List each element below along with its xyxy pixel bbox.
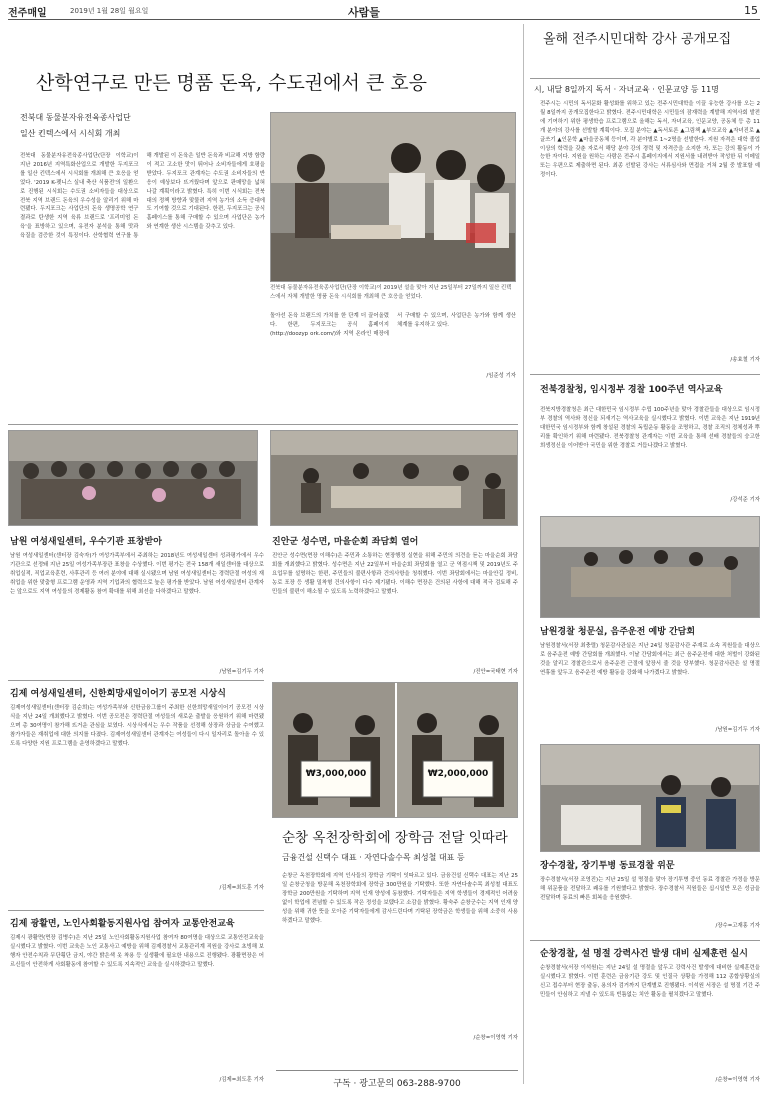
page-header	[8, 4, 760, 20]
article-1-caption-text: 전북대 동물분자유전육종사업단(단장 이학교)이 2019년 설을 맞아 지난 25일부터 27일까지 일산 킨텍스에서 자체 개발한 명품 돈육 시식회를 개최해 큰 호응을 얻었다.	[270, 285, 512, 300]
article-9-body	[540, 876, 760, 922]
article-2-sub: 시, 내달 8일까지 독서 · 자녀교육 · 인문교양 등 11명	[534, 85, 719, 94]
article-1-text: 전북대 동물분자유전육종사업단(단장 이학교)이 지난 2016년 지역특화산업으로 개발한 두지포크를 일산 킨텍스에서 시식회를 개최해 큰 호응을 얻었다. '2019 K-펫니스 실내 축산 식품전'의 일환으로 진행된 시식회는 수도권 소비자들을 대상으로 전북 지역 브랜드 돈육의 우수성을 알리기 위해 마련됐다. 두지포크는 사업단의 돈육 생명공학 연구결과로 탄생한 지역 육류 브랜드로 '프리미엄 돈육'을 표방하고 있으며, 유전자 분석을 통해 맛과 육질을 검증한 것이 특징이다. 산학협력 연구를 통해 개발된 이 돈육은 일반 돈육과 비교해 지방 함량이 적고 고소한 맛이 뛰어나 소비자들에게 호평을 받았다. 두지포크 관계자는 수도권 소비자들의 반응이 예상보다 뜨거웠다며 앞으로 판매망을 넓혀 나갈 계획이라고 밝혔다. 특히 이번 시식회는 전북대의 정책 방향과 맞물려 지역 농가의 소득 증대에도 기여할 것으로 기대된다. 한편, 두지포크는 공식 홈페이스를 통해 구매할 수 있으며 사업단은 농가와 연계한 생산 시스템을 갖추고 있다.	[20, 153, 265, 240]
article-11-body	[540, 964, 760, 1072]
article-4-byline: /남원=김기두 기자	[219, 669, 264, 675]
article-10-body	[10, 934, 264, 1074]
meeting-photo-icon	[271, 431, 518, 526]
article-1-sub2: 일산 킨텍스에서 시식회 개최	[20, 129, 121, 138]
article-9-photo	[540, 744, 760, 852]
article-3-byline: /강석준 기자	[730, 497, 760, 503]
article-2-byline: /송효철 기자	[730, 357, 760, 363]
article-4-photo	[8, 430, 258, 526]
police-visit-photo-icon	[541, 745, 760, 852]
subscription-ad: 구독 · 광고문의 063-288-9700	[276, 1070, 518, 1090]
article-4-body	[10, 552, 264, 668]
check-amount-2: ₩2,000,000	[427, 769, 489, 779]
donation-photo-icon	[273, 683, 518, 818]
article-8-text: 순창군 옥천장학회에 지역 인사들의 장학금 기탁이 잇따르고 있다. 금융건설 신택수 대표는 지난 25일 순창군청을 방문해 옥천장학회에 장학금 300만원을 기탁했다. 또한 자연다솔수목 최성철 대표도 장학금 200만원을 기탁하며 지역 인재 양성에 동참했다. 기탁자들은 지역 학생들이 경제적인 어려움 없이 학업에 전념할 수 있도록 작은 정성을 보탰다고 소감을 밝혔다. 황숙주 순창군수는 지역 인재 양성을 위해 귀한 뜻을 모아준 기탁자들에게 감사드린다며 기탁된 장학금은 학생들을 위해 소중히 사용하겠다고 말했다.	[282, 873, 518, 924]
article-2-body	[540, 100, 760, 354]
article-1-photo	[270, 112, 516, 282]
article-6-body	[540, 642, 760, 724]
article-11-text: 순창경찰서(서장 이석원)는 지난 24일 설 명절을 앞두고 강력사건 발생에 대비한 실제훈련을 실시했다고 밝혔다. 이번 훈련은 금융기관 강도 및 인질극 상황을 가정해 112 종합상황실의 신고 접수부터 현장 출동, 용의자 검거까지 단계별로 진행됐다. 이석원 서장은 설 명절 기간 주민들이 안심하고 지낼 수 있도록 빈틈없는 치안 활동을 펼치겠다고 말했다.	[540, 965, 760, 998]
mid-rule	[8, 424, 518, 425]
article-8-headline: 순창 옥천장학회에 장학금 전달 잇따라	[282, 830, 508, 846]
article-2-rule	[530, 78, 760, 79]
article-1-subheads	[20, 112, 200, 148]
article-8-photo	[272, 682, 518, 818]
article-5-byline: /진안=국태현 기자	[473, 669, 518, 675]
people-photo-icon	[271, 113, 516, 282]
article-1-byline: /임준성 기자	[486, 373, 516, 379]
article-1-headline: 산학연구로 만든 명품 돈육, 수도권에서 큰 호응	[36, 72, 428, 94]
article-11-rule	[530, 940, 760, 941]
article-7-body	[10, 704, 264, 882]
article-6-title: 남원경찰 청문실, 음주운전 예방 간담회	[540, 627, 696, 637]
article-5-body	[272, 552, 518, 668]
article-8-byline: /순창=이영혁 기자	[473, 1035, 518, 1041]
article-5-text: 진안군 성수면(면장 이해수)은 주민과 소통하는 현장행정 실현을 위해 주민의 의견을 듣는 마을순회 좌담회를 개최했다고 밝혔다. 성수면은 지난 22일부터 마을순회 좌담회를 열고 군 역점시책 및 2019년도 주요업무를 설명하는 한편, 주민들의 불편사항과 건의사항을 청취했다. 이번 좌담회에서는 마을안길 정비, 농로 포장 등 생활 밀착형 건의사항이 다수 제기됐다. 이해수 면장은 건의된 사항에 대해 적극 검토해 주민들의 불편이 해소될 수 있도록 노력하겠다고 말했다.	[272, 553, 518, 595]
article-4-text: 남원 여성새일센터(센터장 김숙자)가 여성가족부에서 주최하는 2018년도 여성새일센터 성과평가에서 우수기관으로 선정돼 지난 25일 여성가족부장관 표창을 수상했다. 이번 평가는 전국 158개 새일센터를 대상으로 취업실적, 직업교육훈련, 사후관리 등 여러 분야에 대해 실시됐으며 남원 여성새일센터는 경력단절 여성의 재취업을 위한 맞춤형 프로그램 운영과 지역 기업과의 협력으로 높은 평가를 받았다. 남원 여성새일센터 관계자는 앞으로도 지역 여성들의 경제활동 참여 확대를 위해 최선을 다하겠다고 말했다.	[10, 553, 264, 595]
article-7-rule	[8, 680, 264, 681]
article-2-headline: 올해 전주시민대학 강사 공개모집	[543, 32, 732, 47]
article-6-photo	[540, 516, 760, 618]
article-5-photo	[270, 430, 518, 526]
article-11-title: 순창경찰, 설 명절 강력사건 발생 대비 실제훈련 실시	[540, 949, 748, 959]
article-9-byline: /장수=고재홍 기자	[715, 923, 760, 929]
issue-date: 2019년 1월 28일 월요일	[70, 7, 149, 15]
group-photo-icon	[9, 431, 258, 526]
article-10-rule	[8, 910, 264, 911]
article-6-text: 남원경찰서(서장 최충렬) 청문감사관실은 지난 24일 청문감사관 주재로 소속 직원들을 대상으로 음주운전 예방 간담회를 개최했다. 이날 간담회에서는 최근 음주운전에 대한 처벌이 강화된 것을 알리고 경찰관으로서 음주운전 근절에 앞장서 줄 것을 당부했다. 청문감사관은 설 명절 연휴를 앞두고 음주운전 예방 활동을 강화해 나가겠다고 밝혔다.	[540, 643, 760, 676]
article-8-sub: 금융건설 신택수 대표 · 자연다솔수목 최성철 대표 등	[282, 853, 465, 862]
article-3-rule	[530, 374, 760, 375]
article-3-body	[540, 406, 760, 494]
newspaper-brand: 전주매일	[8, 8, 47, 19]
article-1-text2: 돌아선 돈육 브랜드의 가치를 한 단계 더 끌어올렸다. 한편, 두지포크는 공식 홈페이지(http://doozyp ork.com/)와 지역 온라인 매장에서 구매할 수 있으며, 사업단은 농가와 함께 생산 체계를 유지하고 있다.	[270, 313, 516, 337]
article-1-body2	[270, 312, 516, 364]
page-number: 15	[744, 4, 758, 17]
meeting-room-photo-icon	[541, 517, 760, 618]
article-7-text: 김제여성새일센터(센터장 김순희)는 여성가족부와 신한금융그룹이 주최한 신한희망새일이어기 공모전 시상식을 지난 24일 개최했다고 밝혔다. 이번 공모전은 경력단절 여성들의 새로운 출발을 응원하기 위해 마련됐으며 총 30여명이 참가해 뜨거운 관심을 보였다. 시상식에서는 우수 작품을 선정해 상장과 상금을 수여했고 참가자들은 재취업에 대한 의지를 다졌다. 김제여성새일센터 관계자는 여성들이 다시 일자리로 돌아올 수 있도록 다양한 지원 프로그램을 운영하겠다고 말했다.	[10, 705, 264, 747]
article-11-byline: /순창=이영혁 기자	[715, 1077, 760, 1083]
column-divider	[523, 24, 524, 1084]
article-3-title: 전북경찰청, 임시정부 경찰 100주년 역사교육	[540, 385, 723, 395]
article-1-caption	[270, 284, 516, 308]
article-2-text: 전주시는 시민의 독서문화 활성화를 위하고 있는 전주시민대학을 이끌 유능한 강사를 오는 2월 8일까지 공개모집한다고 밝혔다. 전주시민대학은 시민들의 잠재력을 계발해 지역사회 발전에 기여하기 위한 평생학습 프로그램으로 올해는 독서, 자녀교육, 인문교양, 공동체 등 총 11개 분야의 강사를 선발할 계획이다. 모집 분야는 ▲독서토론 ▲그림책 ▲부모교육 ▲자녀진로 ▲글쓰기 ▲인문학 ▲마을공동체 등이며, 각 분야별로 1~2명을 선발한다. 지원 자격은 대학 졸업 이상의 학력을 갖춘 자로서 해당 분야 강의 경력 및 자격증을 소지한 자, 또는 강의 활동이 가능한 자이다. 지원을 원하는 사람은 전주시 홈페이지에서 지원서를 내려받아 작성한 뒤 이메일 또는 우편으로 제출하면 된다. 최종 선발된 강사는 서류심사와 면접을 거쳐 2월 중 발표할 예정이다.	[540, 101, 760, 179]
article-9-text: 장수경찰서(서장 조영진)는 지난 25일 설 명절을 맞아 장기투병 중인 동료 경찰관 가정을 방문해 위문품을 전달하고 쾌유를 기원했다고 밝혔다. 장수경찰서 직원들은 십시일반 모은 성금을 전달하며 동료의 빠른 회복을 응원했다.	[540, 877, 760, 901]
section-title: 사람들	[348, 6, 380, 19]
article-8-body	[282, 872, 518, 1032]
check-amount-1: ₩3,000,000	[305, 769, 367, 779]
article-7-byline: /김제=최도훈 기자	[219, 885, 264, 891]
article-10-text: 김제시 광활면(면장 김병수)은 지난 25일 노인사회활동지원사업 참여자 80여명을 대상으로 교통안전교육을 실시했다고 밝혔다. 이번 교육은 노인 교통사고 예방을 위해 김제경찰서 교통관리계 직원을 강사로 초빙해 보행자 안전수칙과 무단횡단 금지, 야간 밝은색 옷 착용 등 실생활에 필요한 내용으로 진행됐다. 광활면장은 어르신들이 안전하게 사회활동에 참여할 수 있도록 지속적인 교육을 실시하겠다고 말했다.	[10, 935, 264, 968]
article-6-byline: /남원=김기두 기자	[715, 727, 760, 733]
article-5-title: 진안군 성수면, 마을순회 좌담회 열어	[272, 537, 419, 547]
article-7-title: 김제 여성새일센터, 신한희망새일이어기 공모전 시상식	[10, 689, 226, 699]
article-10-title: 김제 광활면, 노인사회활동지원사업 참여자 교통안전교육	[10, 919, 235, 929]
article-10-byline: /김제=최도훈 기자	[219, 1077, 264, 1083]
article-9-title: 장수경찰, 장기투병 동료경찰 위문	[540, 861, 675, 871]
article-3-text: 전북지방경찰청은 최근 대한민국 임시정부 수립 100주년을 맞아 경찰관들을 대상으로 임시정부 경찰의 역사와 정신을 되새기는 역사교육을 실시했다고 밝혔다. 이번 교육은 지난 1919년 대한민국 임시정부와 함께 창설된 경찰의 독립운동 활동을 조명하고, 경찰 조직의 정체성과 뿌리를 확인하기 위해 마련됐다. 전북경찰청 관계자는 이번 교육을 통해 선배 경찰들의 숭고한 희생정신을 이어받아 국민을 위한 경찰로 거듭나겠다고 밝혔다.	[540, 407, 760, 449]
article-4-title: 남원 여성새일센터, 우수기관 표창받아	[10, 537, 162, 547]
article-1-sub1: 전북대 동물분자유전육종사업단	[20, 113, 131, 122]
article-1-body	[20, 152, 265, 380]
